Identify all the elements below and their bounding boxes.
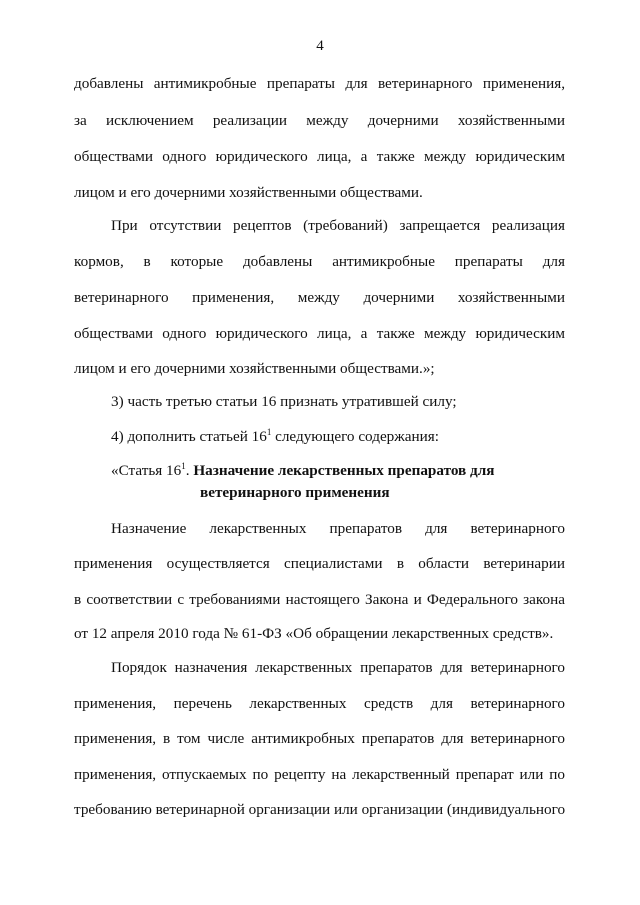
article-heading	[111, 461, 494, 481]
text-line: При отсутствии рецептов (требований) запрещается реализация	[111, 217, 565, 234]
text-line: лицом и его дочерними хозяйственными обществами.	[74, 184, 423, 201]
text-line: 3) часть третью статьи 16 признать утратившей силу;	[111, 393, 457, 410]
text-fragment: 4) дополнить статьей 16	[111, 428, 267, 445]
text-line: Назначение лекарственных препаратов для ветеринарного	[111, 520, 565, 537]
text-line: от 12 апреля 2010 года № 61-ФЗ «Об обращении лекарственных средств».	[74, 625, 554, 642]
text-line: лицом и его дочерними хозяйственными обществами.»;	[74, 360, 435, 377]
article-title-continued: ветеринарного применения	[200, 484, 390, 501]
text-line: применения осуществляется специалистами в области ветеринарии	[74, 555, 565, 572]
text-line	[111, 427, 565, 447]
article-dot: .	[185, 462, 190, 479]
article-title: Назначение лекарственных препаратов для	[193, 462, 495, 479]
text-line: требованию ветеринарной организации или организации (индивидуального	[74, 801, 566, 818]
text-line: Порядок назначения лекарственных препаратов для ветеринарного	[111, 659, 565, 676]
text-line: применения, в том числе антимикробных препаратов для ветеринарного	[74, 730, 565, 747]
text-line: ветеринарного применения, между дочерними хозяйственными	[74, 289, 565, 306]
text-line: применения, перечень лекарственных средств для ветеринарного	[74, 695, 565, 712]
page-number: 4	[316, 38, 324, 54]
text-line: за исключением реализации между дочерними хозяйственными	[74, 112, 565, 129]
text-line: обществами одного юридического лица, а также между юридическим	[74, 325, 565, 342]
text-line: кормов, в которые добавлены антимикробные препараты для	[74, 253, 565, 270]
superscript: 1	[181, 460, 186, 471]
text-line: добавлены антимикробные препараты для ветеринарного применения,	[74, 75, 565, 92]
text-line: обществами одного юридического лица, а также между юридическим	[74, 148, 565, 165]
text-line: применения, отпускаемых по рецепту на лекарственный препарат или по	[74, 766, 565, 783]
superscript: 1	[266, 426, 272, 437]
article-number: «Статья 16	[111, 462, 182, 479]
text-fragment: следующего содержания:	[271, 428, 439, 445]
text-line: в соответствии с требованиями настоящего Закона и Федерального закона	[74, 591, 565, 608]
